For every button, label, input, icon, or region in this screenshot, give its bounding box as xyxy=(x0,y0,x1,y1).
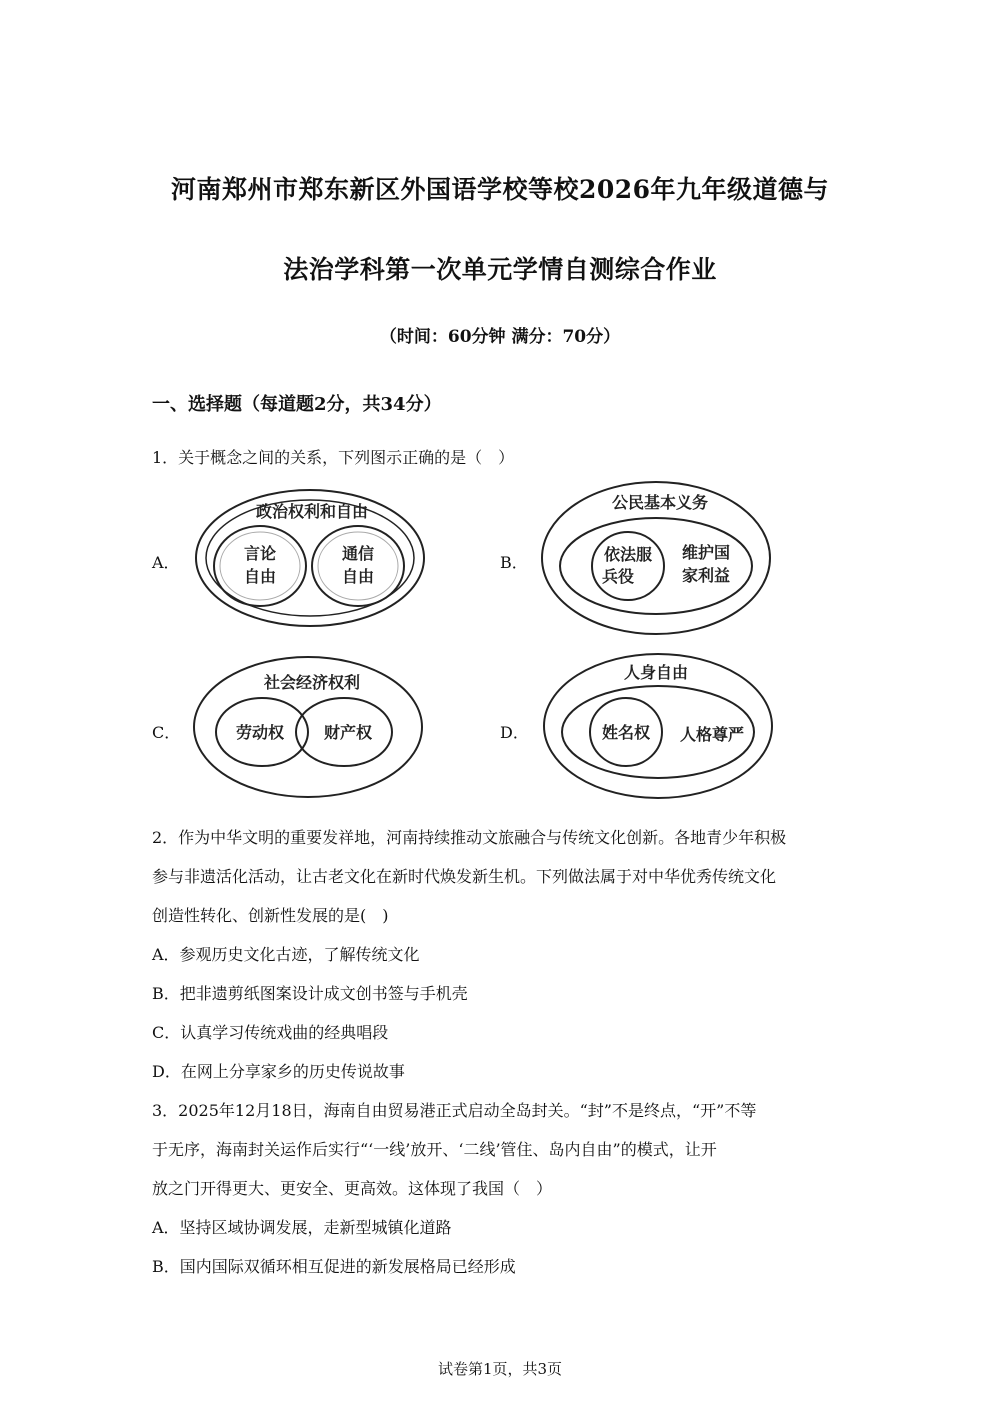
q2-stem-line-1: 2．作为中华文明的重要发祥地，河南持续推动文旅融合与传统文化创新。各地青少年积极 xyxy=(152,828,787,847)
q1-option-a-letter: A． xyxy=(152,553,180,572)
q3-stem-line-3: 放之门开得更大、更安全、更高效。这体现了我国（ ） xyxy=(152,1179,553,1198)
q1-diagram-b xyxy=(538,478,778,638)
q1-b-outer-label: 公民基本义务 xyxy=(611,493,709,512)
q3-option-a: A．坚持区域协调发展，走新型城镇化道路 xyxy=(152,1218,452,1237)
q1-diagram-d xyxy=(540,650,780,802)
q1-stem: 1．关于概念之间的关系，下列图示正确的是（ ） xyxy=(152,448,515,467)
q1-option-d-letter: D． xyxy=(500,723,529,742)
doc-title-line1: 河南郑州市郑东新区外国语学校等校2026年九年级道德与 xyxy=(170,175,830,204)
q1-option-b-letter: B． xyxy=(500,553,528,572)
q1-a-left-label-2: 自由 xyxy=(243,567,277,586)
section-heading: 一、选择题（每道题2分，共34分） xyxy=(152,394,442,415)
q2-stem-line-2: 参与非遗活化活动，让古老文化在新时代焕发新生机。下列做法属于对中华优秀传统文化 xyxy=(152,867,777,886)
q2-option-a: A．参观历史文化古迹，了解传统文化 xyxy=(152,945,420,964)
q1-a-left-label-1: 言论 xyxy=(243,544,277,563)
q1-b-right-label-1: 维护国 xyxy=(681,543,731,562)
q1-diagram-a xyxy=(190,483,430,633)
doc-subtitle: （时间：60分钟 满分：70分） xyxy=(379,327,621,347)
q1-b-inner-label-2: 兵役 xyxy=(601,567,635,586)
doc-title-line2: 法治学科第一次单元学情自测综合作业 xyxy=(283,255,717,284)
q1-a-right-label-1: 通信 xyxy=(341,544,375,563)
page-footer: 试卷第1页，共3页 xyxy=(437,1360,563,1378)
q1-a-right-label-2: 自由 xyxy=(341,567,375,586)
q1-d-inner-label: 姓名权 xyxy=(601,723,651,742)
q2-option-c: C．认真学习传统戏曲的经典唱段 xyxy=(152,1023,389,1042)
q2-option-d: D．在网上分享家乡的历史传说故事 xyxy=(152,1062,405,1081)
q1-b-inner-label-1: 依法服 xyxy=(603,545,653,564)
q1-option-c-letter: C． xyxy=(152,723,181,742)
q3-stem-line-2: 于无序，海南封关运作后实行“‘一线’放开、‘二线’管住、岛内自由”的模式，让开 xyxy=(152,1140,717,1159)
q1-diagram-c xyxy=(190,652,430,802)
q2-stem-line-3: 创造性转化、创新性发展的是( ) xyxy=(152,906,389,925)
q1-c-outer-label: 社会经济权利 xyxy=(263,673,361,692)
q2-option-b: B．把非遗剪纸图案设计成文创书签与手机壳 xyxy=(152,984,468,1003)
q1-c-left-label: 劳动权 xyxy=(235,723,285,742)
q1-d-right-label: 人格尊严 xyxy=(679,725,745,744)
q1-a-outer-label: 政治权利和自由 xyxy=(255,502,369,521)
q3-option-b: B．国内国际双循环相互促进的新发展格局已经形成 xyxy=(152,1257,516,1276)
q3-stem-line-1: 3．2025年12月18日，海南自由贸易港正式启动全岛封关。“封”不是终点，“开”不等 xyxy=(152,1101,757,1120)
q1-b-right-label-2: 家利益 xyxy=(681,566,731,585)
q1-c-right-label: 财产权 xyxy=(323,723,373,742)
q1-d-outer-label: 人身自由 xyxy=(623,663,689,682)
